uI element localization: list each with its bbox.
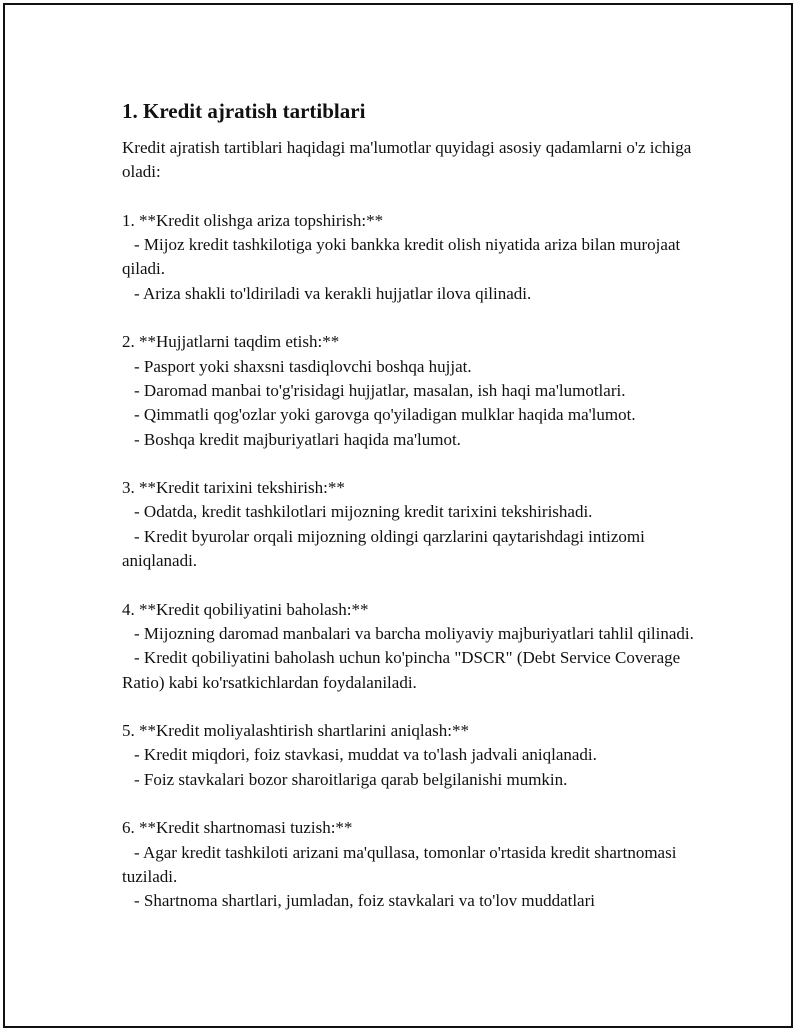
step-item: - Kredit qobiliyatini baholash uchun ko'pincha "DSCR" (Debt Service Coverage Ratio) kabi ko'rsatkichlardan foydalaniladi. xyxy=(122,648,681,692)
step-3 xyxy=(122,476,702,573)
step-item: - Foiz stavkalari bozor sharoitlariga qarab belgilanishi mumkin. xyxy=(134,769,568,789)
step-item: - Shartnoma shartlari, jumladan, foiz stavkalari va to'lov muddatlari xyxy=(134,891,595,911)
step-item: - Agar kredit tashkiloti arizani ma'qullasa, tomonlar o'rtasida kredit shartnomasi tuziladi. xyxy=(122,842,677,886)
step-heading: 1. **Kredit olishga ariza topshirish:** xyxy=(122,210,384,230)
intro-paragraph: Kredit ajratish tartiblari haqidagi ma'lumotlar quyidagi asosiy qadamlarni o'z ichiga oladi: xyxy=(122,138,692,182)
step-item: - Mijozning daromad manbalari va barcha moliyaviy majburiyatlari tahlil qilinadi. xyxy=(134,623,694,643)
step-item: - Kredit byurolar orqali mijozning oldingi qarzlarini qaytarishdagi intizomi aniqlanadi. xyxy=(122,526,645,571)
step-6 xyxy=(122,816,702,913)
document-body xyxy=(122,98,702,914)
step-heading: 6. **Kredit shartnomasi tuzish:** xyxy=(122,818,353,838)
step-item: - Qimmatli qog'ozlar yoki garovga qo'yiladigan mulklar haqida ma'lumot. xyxy=(134,405,636,425)
step-item: - Ariza shakli to'ldiriladi va kerakli hujjatlar ilova qilinadi. xyxy=(134,283,532,303)
step-item: - Pasport yoki shaxsni tasdiqlovchi boshqa hujjat. xyxy=(134,356,472,376)
step-item: - Odatda, kredit tashkilotlari mijozning kredit tarixini tekshirishadi. xyxy=(134,502,593,522)
step-item: - Mijoz kredit tashkilotiga yoki bankka kredit olish niyatida ariza bilan murojaat qiladi. xyxy=(122,235,681,279)
step-heading: 2. **Hujjatlarni taqdim etish:** xyxy=(122,332,340,352)
step-2 xyxy=(122,330,702,451)
step-1 xyxy=(122,209,702,306)
step-5 xyxy=(122,719,702,792)
document-title: 1. Kredit ajratish tartiblari xyxy=(122,99,366,123)
step-heading: 3. **Kredit tarixini tekshirish:** xyxy=(122,478,345,498)
step-item: - Kredit miqdori, foiz stavkasi, muddat va to'lash jadvali aniqlanadi. xyxy=(134,745,597,765)
step-4 xyxy=(122,598,702,695)
step-item: - Daromad manbai to'g'risidagi hujjatlar, masalan, ish haqi ma'lumotlari. xyxy=(134,380,626,400)
page-frame xyxy=(3,3,793,1028)
step-heading: 5. **Kredit moliyalashtirish shartlarini aniqlash:** xyxy=(122,721,470,741)
step-item: - Boshqa kredit majburiyatlari haqida ma'lumot. xyxy=(134,429,461,449)
step-heading: 4. **Kredit qobiliyatini baholash:** xyxy=(122,599,369,619)
